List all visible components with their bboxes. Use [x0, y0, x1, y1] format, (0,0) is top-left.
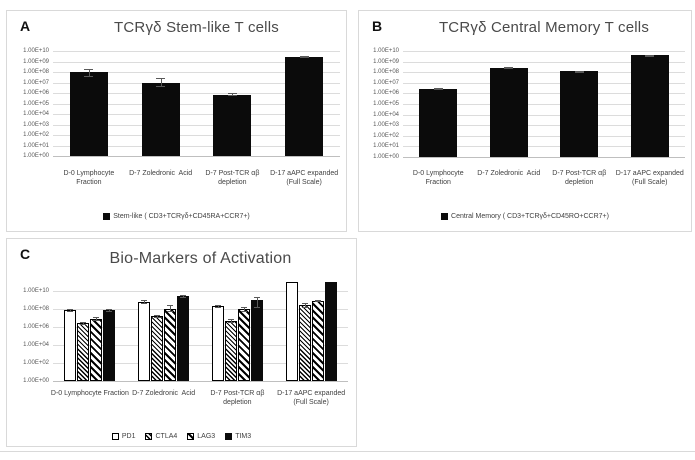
- y-tick-label: 1.00E+10: [23, 48, 49, 54]
- bar-central-memory: [560, 71, 598, 157]
- error-bar: [84, 69, 93, 78]
- y-tick-label: 1.00E+06: [373, 90, 399, 97]
- y-tick-label: 1.00E+04: [373, 111, 399, 118]
- legend-item-ctla4: [145, 433, 177, 440]
- figure-bottom-divider: [0, 451, 695, 452]
- y-tick-label: 1.00E+00: [23, 153, 49, 159]
- bar-tim3: [251, 300, 263, 381]
- y-tick-label: 1.00E+01: [23, 142, 49, 149]
- y-tick-label: 1.00E+10: [23, 288, 49, 294]
- x-category-label: D-17 aAPC expanded (Full Scale): [270, 170, 341, 187]
- bar-ctla4: [77, 323, 89, 381]
- y-gridline: [53, 156, 340, 157]
- chart-panel-a: [6, 10, 347, 232]
- y-tick-label: 1.00E+02: [23, 132, 49, 138]
- panel-label-a: A: [20, 18, 31, 34]
- y-tick-label: 1.00E+08: [23, 306, 49, 312]
- bar-ctla4: [225, 321, 237, 381]
- legend-b: [359, 213, 691, 220]
- error-bar: [575, 71, 584, 73]
- x-category-label: D-0 Lymphocyte Fraction: [412, 170, 466, 187]
- bar-pd1: [64, 310, 76, 381]
- legend-item-stem-like: [103, 213, 250, 220]
- legend-item-central-memory: [441, 213, 609, 220]
- legend-item-tim3: [225, 433, 251, 440]
- legend-label-lag3: LAG3: [197, 433, 216, 440]
- y-gridline: [53, 51, 340, 52]
- error-bar: [302, 303, 308, 309]
- y-tick-label: 1.00E+01: [373, 143, 399, 150]
- x-category-label: D-7 Post-TCR αβ depletion: [205, 170, 262, 187]
- bar-lag3: [312, 301, 324, 381]
- y-tick-label: 1.00E+00: [23, 378, 49, 384]
- error-bar: [300, 56, 309, 58]
- legend-label-stem-like: Stem-like ( CD3+TCRγδ+CD45RA+CCR7+): [113, 213, 250, 220]
- bar-pd1: [212, 306, 224, 381]
- bar-central-memory: [490, 68, 528, 157]
- y-tick-label: 1.00E+04: [23, 111, 49, 117]
- bar-central-memory: [419, 89, 457, 157]
- y-tick-label: 1.00E+06: [23, 90, 49, 96]
- legend-swatch-stem-like: [103, 213, 110, 220]
- x-category-label: D-7 Zoledronic Acid: [477, 170, 541, 177]
- bar-pd1: [138, 302, 150, 381]
- y-tick-label: 1.00E+02: [373, 132, 399, 139]
- legend-label-pd1: PD1: [121, 433, 136, 440]
- bar-lag3: [238, 309, 250, 381]
- error-bar: [228, 319, 234, 323]
- error-bar: [67, 309, 73, 312]
- legend-label-tim3: TIM3: [235, 433, 252, 440]
- bar-tim3: [325, 282, 337, 381]
- x-category-label: D-7 Zoledronic Acid: [129, 170, 193, 177]
- bar-stem-like: [142, 83, 180, 157]
- y-tick-label: 1.00E+08: [23, 69, 49, 75]
- error-bar: [93, 317, 99, 320]
- y-tick-label: 1.00E+07: [23, 79, 49, 86]
- legend-a: [7, 213, 346, 220]
- bar-lag3: [164, 309, 176, 381]
- legend-swatch-ctla4: [145, 433, 152, 440]
- legend-label-central-memory: Central Memory ( CD3+TCRγδ+CD45RO+CCR7+): [451, 213, 609, 220]
- legend-item-pd1: [112, 433, 136, 440]
- panel-label-b: B: [372, 18, 383, 34]
- y-gridline: [403, 51, 685, 52]
- bar-tim3: [177, 296, 189, 381]
- error-bar: [154, 315, 160, 318]
- y-tick-label: 1.00E+03: [373, 122, 399, 129]
- y-tick-label: 1.00E+09: [373, 58, 399, 65]
- y-tick-label: 1.00E+04: [23, 342, 49, 348]
- x-category-label: D-17 aAPC expanded (Full Scale): [615, 170, 686, 187]
- error-bar: [241, 307, 247, 311]
- legend-swatch-lag3: [187, 433, 194, 440]
- y-tick-label: 1.00E+09: [23, 58, 49, 65]
- bar-pd1: [286, 282, 298, 381]
- error-bar: [141, 300, 147, 304]
- x-category-label: D-7 Post-TCR αβ depletion: [210, 390, 267, 407]
- error-bar: [315, 300, 321, 302]
- error-bar: [434, 88, 443, 90]
- y-tick-label: 1.00E+05: [373, 101, 399, 107]
- error-bar: [504, 67, 513, 69]
- y-tick-label: 1.00E+05: [23, 100, 49, 107]
- y-tick-label: 1.00E+10: [373, 48, 399, 54]
- y-tick-label: 1.00E+00: [373, 154, 399, 160]
- legend-label-ctla4: CTLA4: [155, 433, 178, 440]
- chart-title-b: TCRγδ Central Memory T cells: [438, 19, 650, 36]
- legend-swatch-pd1: [112, 433, 119, 440]
- bar-stem-like: [285, 57, 323, 156]
- y-tick-label: 1.00E+08: [373, 69, 399, 76]
- y-tick-label: 1.00E+07: [373, 79, 399, 86]
- panel-label-c: C: [20, 246, 31, 262]
- legend-item-lag3: [187, 433, 215, 440]
- bar-ctla4: [299, 305, 311, 381]
- bar-central-memory: [631, 55, 669, 157]
- error-bar: [215, 305, 221, 308]
- bar-stem-like: [70, 72, 108, 156]
- bar-tim3: [103, 310, 115, 381]
- error-bar: [228, 93, 237, 97]
- y-gridline: [53, 381, 348, 382]
- chart-panel-b: [358, 10, 692, 232]
- chart-title-a: TCRγδ Stem-like T cells: [114, 19, 279, 36]
- y-gridline: [403, 157, 685, 158]
- chart-panel-c: [6, 238, 357, 447]
- y-tick-label: 1.00E+02: [23, 360, 49, 366]
- y-gridline: [53, 291, 348, 292]
- bar-lag3: [90, 319, 102, 381]
- bar-ctla4: [151, 316, 163, 381]
- error-bar: [156, 78, 165, 86]
- x-category-label: D-7 Post-TCR αβ depletion: [552, 170, 609, 187]
- legend-swatch-tim3: [225, 433, 232, 440]
- error-bar: [80, 322, 86, 325]
- y-tick-label: 1.00E+06: [23, 324, 49, 330]
- error-bar: [167, 305, 173, 311]
- chart-title-c: Bio-Markers of Activation: [109, 250, 292, 267]
- error-bar: [106, 309, 112, 312]
- bar-stem-like: [213, 95, 251, 156]
- error-bar: [254, 297, 260, 308]
- x-category-label: D-0 Lymphocyte Fraction: [50, 390, 129, 397]
- x-category-label: D-7 Zoledronic Acid: [132, 390, 196, 397]
- x-category-label: D-17 aAPC expanded (Full Scale): [277, 390, 348, 407]
- legend-c: [7, 433, 356, 440]
- y-tick-label: 1.00E+03: [23, 121, 49, 128]
- error-bar: [180, 295, 186, 298]
- x-category-label: D-0 Lymphocyte Fraction: [63, 170, 117, 187]
- legend-swatch-central-memory: [441, 213, 448, 220]
- error-bar: [645, 55, 654, 57]
